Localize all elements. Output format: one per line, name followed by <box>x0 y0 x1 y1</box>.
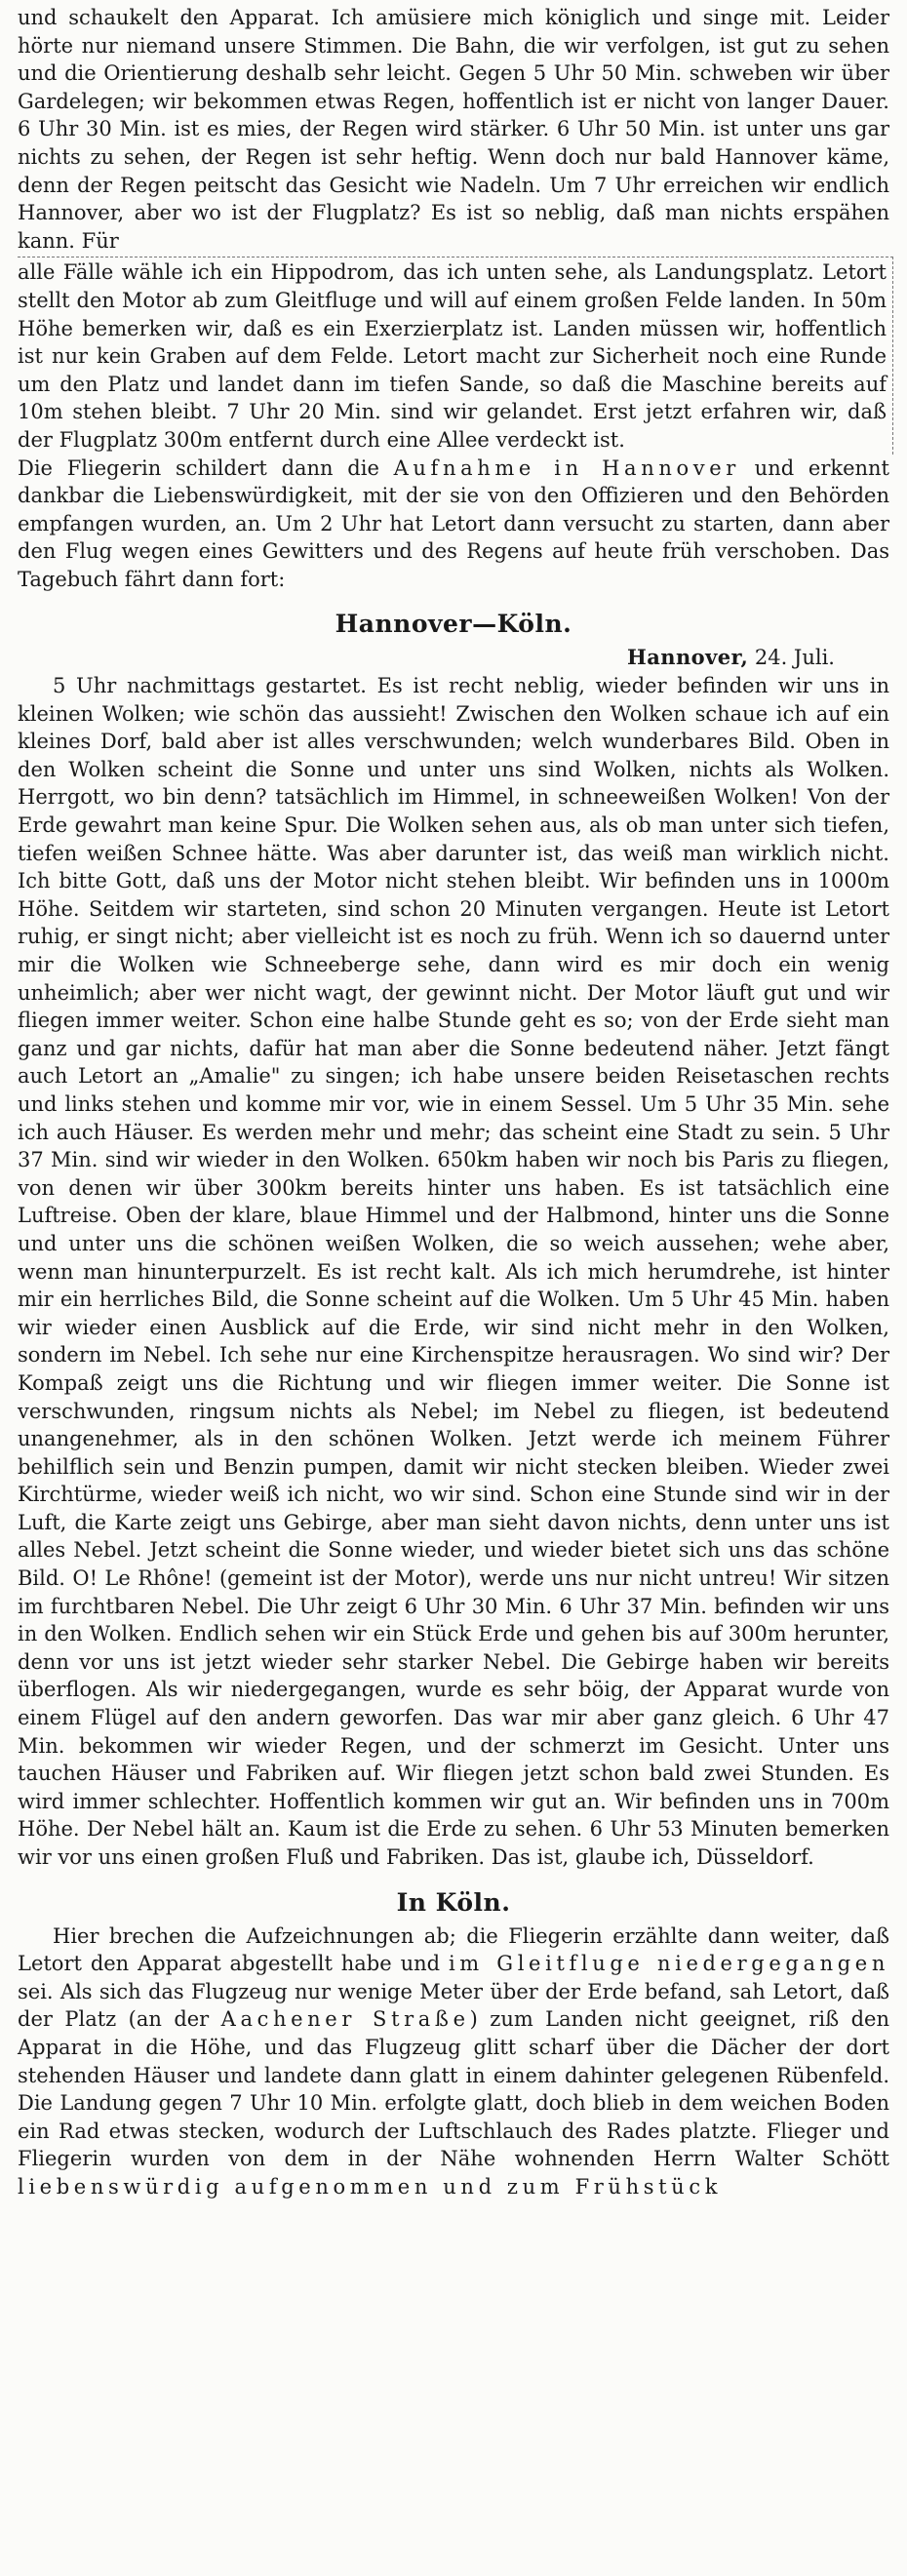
paragraph-reception-hannover <box>18 455 889 594</box>
koeln-spaced-welcome: liebenswürdig aufgenommen und zum Frühstück <box>18 2174 723 2199</box>
reception-text-end: und erkennt dankbar die Liebenswürdigkeit, mit der sie von den Offizieren und den Behörden empfangen wurden, an. Um 2 Uhr hat Letort dann versucht zu starten, dann aber den Flug wegen eines Gewitters und des Regens auf heute früh verschoben. Das Tagebuch fährt dann fort: <box>18 456 889 591</box>
dateline-place: Hannover, <box>627 645 749 670</box>
dateline-date: 24. Juli. <box>748 646 835 670</box>
koeln-text-e: ) zum Landen nicht geeignet, riß den Apparat in die Höhe, und das Flugzeug glitt scharf über die Dächer der dort stehenden Häuser und landete dann glatt in einem dahinter gelegenen Rübenfeld. Die Landung gegen 7 Uhr 10 Min. erfolgte glatt, doch blieb in dem weichen Boden ein Rad etwas stecken, wodurch der Luftschlauch des Rades platzte. Flieger und Fliegerin wurden von dem in der Nähe wohnenden Herrn Walter Schött <box>18 2007 889 2171</box>
paragraph-landing-koeln <box>18 1922 889 2201</box>
koeln-spaced-gliding: im Gleitfluge niedergegangen <box>448 1952 889 1976</box>
koeln-spaced-street: Aachener Straße <box>220 2007 470 2032</box>
reception-spaced-phrase: Aufnahme in Hannover <box>393 456 740 480</box>
paragraph-landing-hannover: alle Fälle wähle ich ein Hippodrom, das ich unten sehe, als Landungsplatz. Letort stellt den Motor ab zum Gleitfluge und will auf einem großen Felde landen. In 50m Höhe bemerken wir, daß es ein Exerzierplatz ist. Landen müssen wir, hoffentlich ist nur kein Graben auf dem Felde. Letort macht zur Sicherheit noch eine Runde um den Platz und landet dann im tiefen Sande, so daß die Maschine bereits auf 10m stehen bleibt. 7 Uhr 20 Min. sind wir gelandet. Erst jetzt erfahren wir, daß der Flugplatz 300m entfernt durch eine Allee verdeckt ist. <box>18 257 893 454</box>
reception-text-start: Die Fliegerin schildert dann die <box>18 456 394 480</box>
paragraph-flight-to-hannover: und schaukelt den Apparat. Ich amüsiere mich königlich und singe mit. Leider hörte nur niemand unsere Stimmen. Die Bahn, die wir verfolgen, ist gut zu sehen und die Orientierung deshalb sehr leicht. Gegen 5 Uhr 50 Min. schweben wir über Gardelegen; wir bekommen etwas Regen, hoffentlich ist er nicht von langer Dauer. 6 Uhr 30 Min. ist es mies, der Regen wird stärker. 6 Uhr 50 Min. ist unter uns gar nichts zu sehen, der Regen ist sehr heftig. Wenn doch nur bald Hannover käme, denn der Regen peitscht das Gesicht wie Nadeln. Um 7 Uhr erreichen wir endlich Hannover, aber wo ist der Flugplatz? Es ist so neblig, daß man nichts erspähen kann. Für <box>18 6 889 253</box>
koeln-text-a: Hier brechen die Aufzeichnungen ab; die Fliegerin erzählte dann weiter, daß Letort den Apparat abgestellt habe und <box>18 1923 889 1976</box>
section-heading-hannover-koeln: Hannover—Köln. <box>335 610 572 639</box>
paragraph-diary-hannover-koeln: 5 Uhr nachmittags gestartet. Es ist recht neblig, wieder befinden wir uns in kleinen Wolken; wie schön das aussieht! Zwischen den Wolken schaue ich auf ein kleines Dorf, bald aber ist alles verschwunden; welch wunderbares Bild. Oben in den Wolken scheint die Sonne und unter uns sind Wolken, nichts als Wolken. Herrgott, wo bin denn? tatsächlich im Himmel, in schneeweißen Wolken! Von der Erde gewahrt man keine Spur. Die Wolken sehen aus, als ob man unter sich tiefen, tiefen weißen Schnee hätte. Was aber darunter ist, das weiß man wirklich nicht. Ich bitte Gott, daß uns der Motor nicht stehen bleibt. Wir befinden uns in 1000m Höhe. Seitdem wir starteten, sind schon 20 Minuten vergangen. Heute ist Letort ruhig, er singt nicht; aber vielleicht ist es noch zu früh. Wenn ich so dauernd unter mir die Wolken wie Schneeberge sehe, dann wird es mir doch ein wenig unheimlich; aber wer nicht wagt, der gewinnt nicht. Der Motor läuft gut und wir fliegen immer weiter. Schon eine halbe Stunde geht es so; von der Erde sieht man ganz und gar nichts, dafür hat man aber die Sonne bedeutend näher. Jetzt fängt auch Letort an „Amalie" zu singen; ich habe unsere beiden Reisetaschen rechts und links stehen und komme mir vor, wie in einem Sessel. Um 5 Uhr 35 Min. sehe ich auch Häuser. Es werden mehr und mehr; das scheint eine Stadt zu sein. 5 Uhr 37 Min. sind wir wieder in den Wolken. 650km haben wir noch bis Paris zu fliegen, von denen wir über 300km bereits hinter uns haben. Es ist tatsächlich eine Luftreise. Oben der klare, blaue Himmel und der Halbmond, hinter uns die Sonne und unter uns die schönen weißen Wolken, die so weich aussehen; wehe aber, wenn man hinunterpurzelt. Es ist recht kalt. Als ich mich herumdrehe, ist hinter mir ein herrliches Bild, die Sonne scheint auf die Wolken. Um 5 Uhr 45 Min. haben wir wieder einen Ausblick auf die Erde, wir sind nicht mehr in den Wolken, sondern im Nebel. Ich sehe nur eine Kirchenspitze herausragen. Wo sind wir? Der Kompaß zeigt uns die Richtung und wir fliegen immer weiter. Die Sonne ist verschwunden, ringsum nichts als Nebel; im Nebel zu fliegen, ist bedeutend unangenehmer, als in den schönen Wolken. Jetzt werde ich meinem Führer behilflich sein und Benzin pumpen, damit wir nicht stecken bleiben. Wieder zwei Kirchtürme, wieder weiß ich nicht, wo wir sind. Schon eine Stunde sind wir in der Luft, die Karte zeigt uns Gebirge, aber man sieht davon nichts, denn unter uns ist alles Nebel. Jetzt scheint die Sonne wieder, und wieder bietet sich uns das schöne Bild. O! Le Rhône! (gemeint ist der Motor), werde uns nur nicht untreu! Wir sitzen im furchtbaren Nebel. Die Uhr zeigt 6 Uhr 30 Min. 6 Uhr 37 Min. befinden wir uns in den Wolken. Endlich sehen wir ein Stück Erde und gehen bis auf 300m herunter, denn vor uns ist jetzt wieder sehr starker Nebel. Die Gebirge haben wir bereits überflogen. Als wir niedergegangen, wurde es sehr böig, der Apparat wurde von einem Flügel auf den andern geworfen. Das war mir aber ganz gleich. 6 Uhr 47 Min. bekommen wir wieder Regen, und der schmerzt im Gesicht. Unter uns tauchen Häuser und Fabriken auf. Wir fliegen jetzt schon bald zwei Stunden. Es wird immer schlechter. Hoffentlich kommen wir gut an. Wir befinden uns in 700m Höhe. Der Nebel hält an. Kaum ist die Erde zu sehen. 6 Uhr 53 Minuten bemerken wir vor uns einen großen Fluß und Fabriken. Das ist, glaube ich, Düsseldorf. <box>18 674 889 1869</box>
koeln-text-c: sei. Als sich das Flugzeug nur wenige Meter über der Erde befand, sah Letort, daß der Platz (an der <box>18 1979 889 2032</box>
dateline <box>18 644 889 672</box>
section-heading-in-koeln: In Köln. <box>396 1887 511 1917</box>
